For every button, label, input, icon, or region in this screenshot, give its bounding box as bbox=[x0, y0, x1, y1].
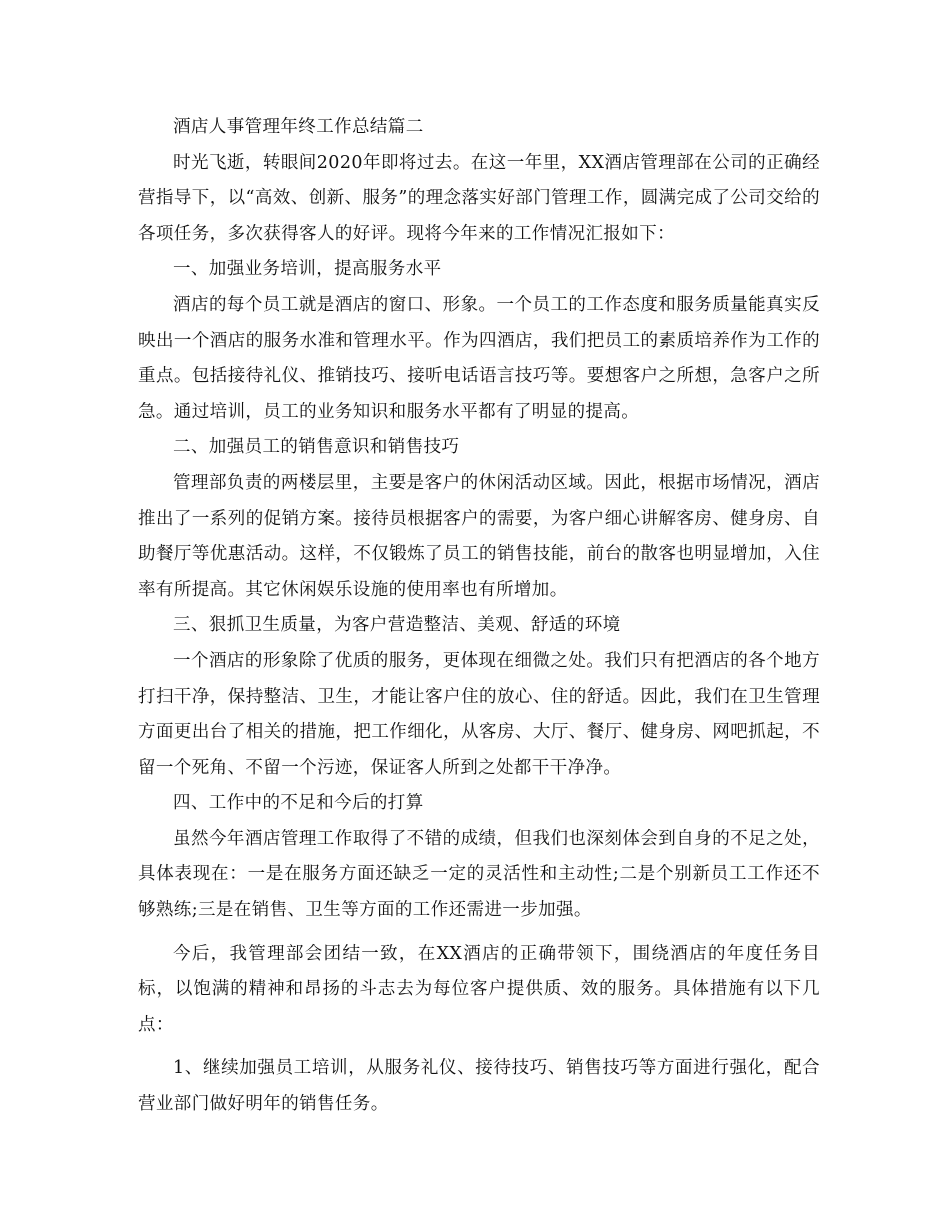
section-body-1: 酒店的每个员工就是酒店的窗口、形象。一个员工的工作态度和服务质量能真实反映出一个酒店的服务水准和管理水平。作为四酒店，我们把员工的素质培养作为工作的重点。包括接待礼仪、推销技巧、接听电话语言技巧等。要想客户之所想，急客户之所急。通过培训，员工的业务知识和服务水平都有了明显的提高。 bbox=[138, 294, 820, 422]
future-plan-paragraph: 今后，我管理部会团结一致，在XX酒店的正确带领下，围绕酒店的年度任务目标，以饱满的精神和昂扬的斗志去为每位客户提供质、效的服务。具体措施有以下几点： bbox=[138, 943, 820, 1035]
section-body-4: 虽然今年酒店管理工作取得了不错的成绩，但我们也深刻体会到自身的不足之处，具体表现在：一是在服务方面还缺乏一定的灵活性和主动性;二是个别新员工工作还不够熟练;三是在销售、卫生等方面的工作还需进一步加强。 bbox=[138, 828, 820, 921]
section-heading-2: 二、加强员工的销售意识和销售技巧 bbox=[173, 437, 460, 458]
section-body-3: 一个酒店的形象除了优质的服务，更体现在细微之处。我们只有把酒店的各个地方打扫干净，保持整洁、卫生，才能让客户住的放心、住的舒适。因此，我们在卫生管理方面更出台了相关的措施，把工作细化，从客房、大厅、餐厅、健身房、网吧抓起，不留一个死角、不留一个污迹，保证客人所到之处都干干净净。 bbox=[138, 650, 820, 778]
section-heading-4: 四、工作中的不足和今后的打算 bbox=[173, 793, 424, 814]
document-title: 酒店人事管理年终工作总结篇二 bbox=[173, 117, 424, 137]
section-heading-3: 三、狠抓卫生质量，为客户营造整洁、美观、舒适的环境 bbox=[173, 615, 621, 636]
section-heading-1: 一、加强业务培训，提高服务水平 bbox=[173, 259, 442, 280]
intro-paragraph: 时光飞逝，转眼间2020年即将过去。在这一年里，XX酒店管理部在公司的正确经营指导下，以“高效、创新、服务”的理念落实好部门管理工作，圆满完成了公司交给的各项任务，多次获得客人的好评。现将今年来的工作情况汇报如下： bbox=[138, 152, 820, 244]
measure-item-1: 1、继续加强员工培训，从服务礼仪、接待技巧、销售技巧等方面进行强化，配合营业部门做好明年的销售任务。 bbox=[138, 1058, 820, 1115]
section-body-2: 管理部负责的两楼层里，主要是客户的休闲活动区域。因此，根据市场情况，酒店推出了一系列的促销方案。接待员根据客户的需要，为客户细心讲解客房、健身房、自助餐厅等优惠活动。这样，不仅锻炼了员工的销售技能，前台的散客也明显增加，入住率有所提高。其它休闲娱乐设施的使用率也有所增加。 bbox=[138, 472, 820, 600]
